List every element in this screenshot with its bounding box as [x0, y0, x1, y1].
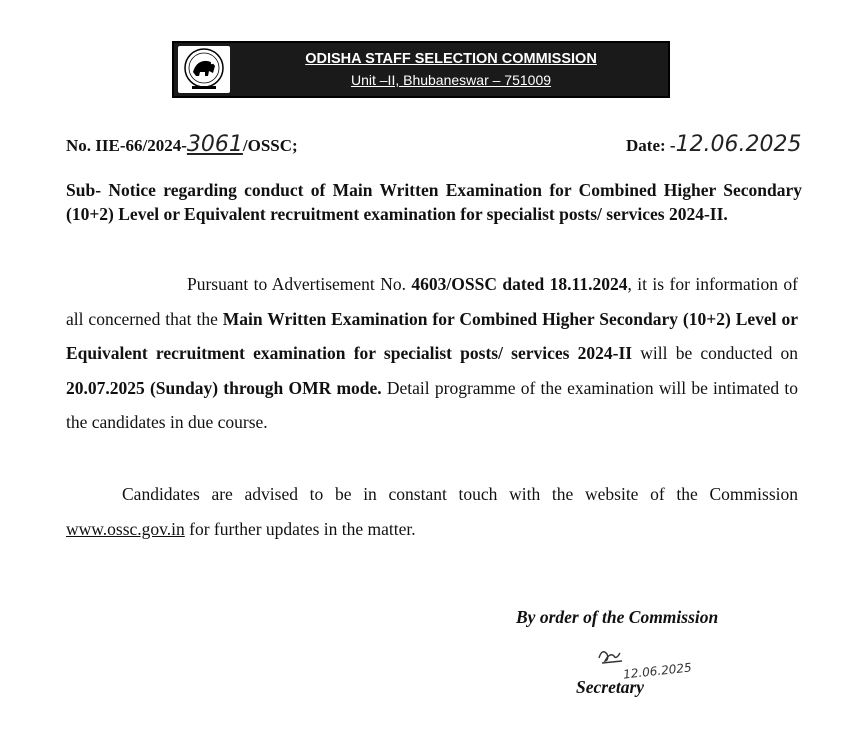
reference-suffix: /OSSC;	[242, 136, 298, 155]
notice-paragraph-2	[66, 477, 798, 546]
secretary-designation: Secretary	[576, 677, 645, 697]
date-label: Date: -	[626, 136, 676, 155]
order-of-commission: By order of the Commission	[516, 607, 719, 627]
notice-date	[626, 132, 802, 157]
signature-date: 12.06.2025	[622, 660, 693, 682]
exam-date-mode: 20.07.2025 (Sunday) through OMR mode.	[66, 377, 382, 398]
signature-scribble	[596, 644, 626, 666]
p1-text-g: Detail programme of the examination will be intimated to the candidates in due course.	[66, 377, 798, 432]
date-handwritten-value: 12.06.2025	[675, 132, 802, 157]
exam-name: Main Written Examination for Combined Higher Secondary (10+2) Level or Equivalent recruitment examination for specialist posts/ services 2024-II	[66, 308, 798, 363]
p1-text-c: , it is for information of all concerned that the	[66, 274, 798, 329]
website-link[interactable]: www.ossc.gov.in	[66, 518, 185, 539]
letterhead	[172, 41, 670, 98]
signature	[596, 644, 626, 670]
reference-number	[66, 132, 298, 157]
p2-text-a: Candidates are advised to be in constant touch with the website of the Commission	[122, 484, 798, 504]
notice-paragraph-1	[66, 267, 798, 440]
commission-address: Unit –II, Bhubaneswar – 751009	[350, 72, 552, 88]
reference-prefix: No. IIE-66/2024-	[66, 136, 187, 155]
commission-title: ODISHA STAFF SELECTION COMMISSION	[305, 51, 597, 67]
odisha-emblem-icon	[178, 46, 230, 93]
p1-text-a: Pursuant to Advertisement No.	[187, 274, 412, 294]
p1-text-e: will be conducted on	[632, 343, 799, 363]
p2-text-b: for further updates in the matter.	[184, 518, 416, 539]
reference-handwritten-number: 3061	[186, 132, 243, 157]
advertisement-reference: 4603/OSSC dated 18.11.2024	[411, 274, 628, 294]
notice-subject: Sub- Notice regarding conduct of Main Written Examination for Combined Higher Secondary (10+2) Level or Equivalent recruitment examination for specialist posts/ services 2024-II.	[66, 180, 802, 224]
